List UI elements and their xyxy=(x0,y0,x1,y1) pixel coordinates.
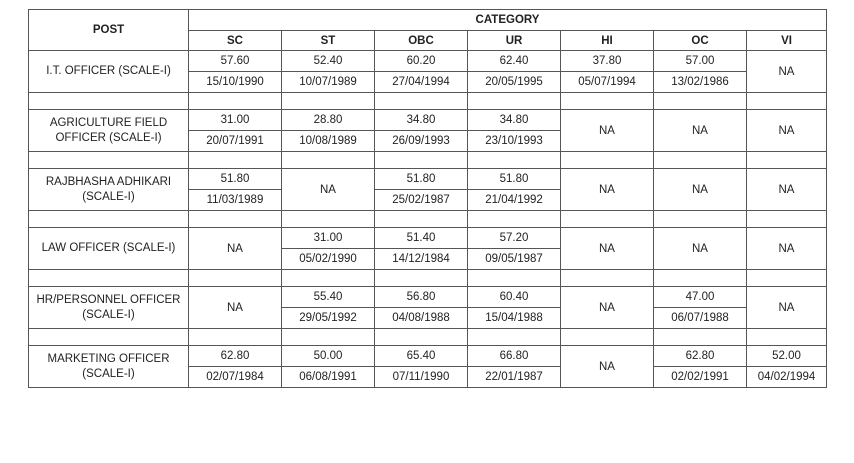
hi-date-cell: 05/07/1994 xyxy=(561,72,654,93)
spacer-cell xyxy=(375,329,468,346)
oc-na-cell: NA xyxy=(654,110,747,152)
spacer-cell xyxy=(189,270,282,287)
table-row-marks xyxy=(29,110,827,131)
hi-na-cell: NA xyxy=(561,346,654,388)
spacer-row xyxy=(29,211,827,228)
spacer-cell xyxy=(561,152,654,169)
spacer-cell xyxy=(375,93,468,110)
spacer-cell xyxy=(561,93,654,110)
ur-marks-cell: 34.80 xyxy=(468,110,561,131)
spacer-cell xyxy=(747,329,827,346)
st-marks-cell: 52.40 xyxy=(282,51,375,72)
spacer-cell xyxy=(375,211,468,228)
post-cell: HR/PERSONNEL OFFICER (SCALE-I) xyxy=(29,287,189,329)
spacer-cell xyxy=(189,93,282,110)
spacer-cell xyxy=(375,152,468,169)
oc-date-cell: 13/02/1986 xyxy=(654,72,747,93)
spacer-row xyxy=(29,270,827,287)
st-marks-cell: 28.80 xyxy=(282,110,375,131)
column-header-sc: SC xyxy=(189,31,282,51)
table-row-marks xyxy=(29,287,827,308)
st-marks-cell: 50.00 xyxy=(282,346,375,367)
ur-marks-cell: 51.80 xyxy=(468,169,561,190)
column-header-hi: HI xyxy=(561,31,654,51)
spacer-cell xyxy=(282,329,375,346)
spacer-cell xyxy=(189,211,282,228)
oc-marks-cell: 47.00 xyxy=(654,287,747,308)
st-date-cell: 06/08/1991 xyxy=(282,367,375,388)
obc-marks-cell: 56.80 xyxy=(375,287,468,308)
obc-marks-cell: 51.40 xyxy=(375,228,468,249)
spacer-cell xyxy=(282,93,375,110)
vi-na-cell: NA xyxy=(747,169,827,211)
header-row xyxy=(29,10,827,31)
sc-marks-cell: 31.00 xyxy=(189,110,282,131)
spacer-cell xyxy=(654,270,747,287)
spacer-cell xyxy=(747,270,827,287)
sc-date-cell: 11/03/1989 xyxy=(189,190,282,211)
table-row-marks xyxy=(29,51,827,72)
ur-date-cell: 23/10/1993 xyxy=(468,131,561,152)
spacer-cell xyxy=(747,152,827,169)
column-header-obc: OBC xyxy=(375,31,468,51)
hi-na-cell: NA xyxy=(561,228,654,270)
sc-marks-cell: 57.60 xyxy=(189,51,282,72)
oc-date-cell: 06/07/1988 xyxy=(654,308,747,329)
spacer-cell xyxy=(282,270,375,287)
obc-date-cell: 25/02/1987 xyxy=(375,190,468,211)
obc-date-cell: 07/11/1990 xyxy=(375,367,468,388)
spacer-cell xyxy=(654,152,747,169)
st-marks-cell: 31.00 xyxy=(282,228,375,249)
vi-na-cell: NA xyxy=(747,110,827,152)
ur-date-cell: 09/05/1987 xyxy=(468,249,561,270)
hi-na-cell: NA xyxy=(561,169,654,211)
spacer-cell xyxy=(375,270,468,287)
column-header-vi: VI xyxy=(747,31,827,51)
spacer-cell xyxy=(189,152,282,169)
oc-na-cell: NA xyxy=(654,169,747,211)
hi-na-cell: NA xyxy=(561,110,654,152)
table-row-marks xyxy=(29,346,827,367)
st-date-cell: 05/02/1990 xyxy=(282,249,375,270)
obc-date-cell: 04/08/1988 xyxy=(375,308,468,329)
st-marks-cell: 55.40 xyxy=(282,287,375,308)
spacer-cell xyxy=(468,93,561,110)
sc-date-cell: 02/07/1984 xyxy=(189,367,282,388)
sc-na-cell: NA xyxy=(189,287,282,329)
hi-marks-cell: 37.80 xyxy=(561,51,654,72)
oc-na-cell: NA xyxy=(654,228,747,270)
ur-marks-cell: 60.40 xyxy=(468,287,561,308)
vi-date-cell: 04/02/1994 xyxy=(747,367,827,388)
spacer-row xyxy=(29,329,827,346)
sc-na-cell: NA xyxy=(189,228,282,270)
table-row-marks xyxy=(29,169,827,190)
table-container xyxy=(28,9,827,388)
ur-date-cell: 15/04/1988 xyxy=(468,308,561,329)
spacer-cell xyxy=(747,211,827,228)
obc-marks-cell: 65.40 xyxy=(375,346,468,367)
spacer-cell xyxy=(468,152,561,169)
spacer-cell xyxy=(561,211,654,228)
obc-marks-cell: 51.80 xyxy=(375,169,468,190)
column-header-ur: UR xyxy=(468,31,561,51)
sc-date-cell: 20/07/1991 xyxy=(189,131,282,152)
post-cell: AGRICULTURE FIELD OFFICER (SCALE-I) xyxy=(29,110,189,152)
spacer-cell xyxy=(282,211,375,228)
ur-date-cell: 20/05/1995 xyxy=(468,72,561,93)
hi-na-cell: NA xyxy=(561,287,654,329)
st-na-cell: NA xyxy=(282,169,375,211)
vi-na-cell: NA xyxy=(747,228,827,270)
spacer-cell xyxy=(29,93,189,110)
spacer-cell xyxy=(561,270,654,287)
ur-marks-cell: 66.80 xyxy=(468,346,561,367)
oc-marks-cell: 62.80 xyxy=(654,346,747,367)
obc-date-cell: 27/04/1994 xyxy=(375,72,468,93)
spacer-cell xyxy=(29,270,189,287)
sc-marks-cell: 51.80 xyxy=(189,169,282,190)
post-cell: LAW OFFICER (SCALE-I) xyxy=(29,228,189,270)
spacer-cell xyxy=(468,270,561,287)
spacer-cell xyxy=(561,329,654,346)
post-header: POST xyxy=(29,10,189,51)
spacer-cell xyxy=(29,211,189,228)
obc-marks-cell: 34.80 xyxy=(375,110,468,131)
post-cell: MARKETING OFFICER (SCALE-I) xyxy=(29,346,189,388)
vi-na-cell: NA xyxy=(747,51,827,93)
spacer-row xyxy=(29,93,827,110)
column-header-st: ST xyxy=(282,31,375,51)
spacer-cell xyxy=(468,329,561,346)
post-cell: I.T. OFFICER (SCALE-I) xyxy=(29,51,189,93)
column-header-oc: OC xyxy=(654,31,747,51)
ur-marks-cell: 57.20 xyxy=(468,228,561,249)
st-date-cell: 29/05/1992 xyxy=(282,308,375,329)
spacer-cell xyxy=(654,93,747,110)
oc-date-cell: 02/02/1991 xyxy=(654,367,747,388)
st-date-cell: 10/08/1989 xyxy=(282,131,375,152)
oc-marks-cell: 57.00 xyxy=(654,51,747,72)
spacer-cell xyxy=(189,329,282,346)
ur-marks-cell: 62.40 xyxy=(468,51,561,72)
vi-marks-cell: 52.00 xyxy=(747,346,827,367)
spacer-cell xyxy=(282,152,375,169)
obc-marks-cell: 60.20 xyxy=(375,51,468,72)
ur-date-cell: 22/01/1987 xyxy=(468,367,561,388)
obc-date-cell: 26/09/1993 xyxy=(375,131,468,152)
spacer-row xyxy=(29,152,827,169)
spacer-cell xyxy=(654,211,747,228)
spacer-cell xyxy=(29,329,189,346)
obc-date-cell: 14/12/1984 xyxy=(375,249,468,270)
ur-date-cell: 21/04/1992 xyxy=(468,190,561,211)
st-date-cell: 10/07/1989 xyxy=(282,72,375,93)
spacer-cell xyxy=(29,152,189,169)
cutoff-table xyxy=(28,9,827,388)
table-row-marks xyxy=(29,228,827,249)
sc-marks-cell: 62.80 xyxy=(189,346,282,367)
spacer-cell xyxy=(654,329,747,346)
category-header: CATEGORY xyxy=(189,10,827,31)
spacer-cell xyxy=(468,211,561,228)
vi-na-cell: NA xyxy=(747,287,827,329)
sc-date-cell: 15/10/1990 xyxy=(189,72,282,93)
spacer-cell xyxy=(747,93,827,110)
post-cell: RAJBHASHA ADHIKARI (SCALE-I) xyxy=(29,169,189,211)
